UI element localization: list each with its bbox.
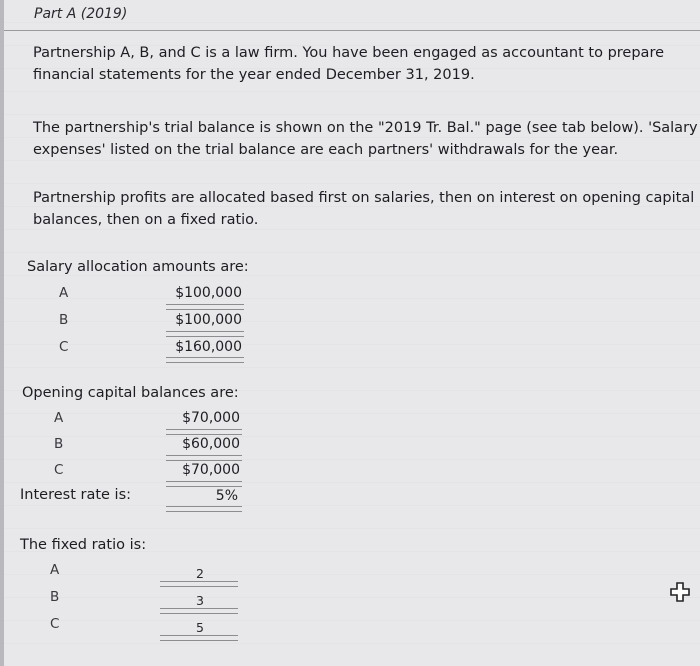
- plus-cross-cursor-icon: [669, 581, 691, 603]
- double-underline: [166, 357, 244, 363]
- ratio-heading: The fixed ratio is:: [20, 537, 147, 553]
- page-title: Part A (2019): [34, 6, 128, 22]
- capital-partner-label: C: [54, 462, 64, 478]
- capital-partner-label: A: [54, 410, 64, 426]
- double-underline: [166, 506, 242, 512]
- sheet-left-edge: [0, 0, 4, 666]
- salary-partner-label: A: [59, 285, 69, 301]
- salary-partner-label: C: [59, 339, 69, 355]
- interest-rate-label: Interest rate is:: [20, 487, 132, 503]
- double-underline: [160, 581, 238, 587]
- ratio-partner-label: C: [50, 616, 60, 632]
- capital-amount-cell[interactable]: $60,000: [182, 436, 240, 452]
- double-underline: [160, 608, 238, 614]
- interest-rate-cell[interactable]: 5%: [215, 488, 238, 504]
- double-underline: [166, 429, 242, 435]
- capital-amount-cell[interactable]: $70,000: [182, 462, 240, 478]
- intro-paragraph: Partnership A, B, and C is a law firm. You have been engaged as accountant to prepare financial statements for the year ended December 31, 2019.: [33, 45, 665, 83]
- double-underline: [166, 304, 244, 310]
- salary-partner-label: B: [59, 312, 69, 328]
- salary-heading: Salary allocation amounts are:: [27, 259, 249, 275]
- ratio-value-cell[interactable]: 3: [196, 593, 204, 608]
- double-underline: [160, 635, 238, 641]
- capital-amount-cell[interactable]: $70,000: [182, 410, 240, 426]
- double-underline: [166, 481, 242, 487]
- capital-partner-label: B: [54, 436, 64, 452]
- ratio-partner-label: B: [50, 589, 60, 605]
- allocation-paragraph: Partnership profits are allocated based first on salaries, then on interest on opening capital balances, then on a fixed ratio.: [33, 190, 695, 228]
- ratio-partner-label: A: [50, 562, 60, 578]
- double-underline: [166, 331, 244, 337]
- trial-balance-paragraph: The partnership's trial balance is shown on the "2019 Tr. Bal." page (see tab below). 'Salary expenses' listed on the trial balance are each partners' withdrawals for the year.: [33, 120, 698, 158]
- salary-amount-cell[interactable]: $100,000: [175, 312, 242, 328]
- salary-amount-cell[interactable]: $100,000: [175, 285, 242, 301]
- double-underline: [166, 455, 242, 461]
- title-divider: [4, 30, 700, 31]
- ratio-value-cell[interactable]: 5: [196, 620, 204, 635]
- ratio-value-cell[interactable]: 2: [196, 566, 204, 581]
- capital-heading: Opening capital balances are:: [22, 385, 239, 401]
- salary-amount-cell[interactable]: $160,000: [175, 339, 242, 355]
